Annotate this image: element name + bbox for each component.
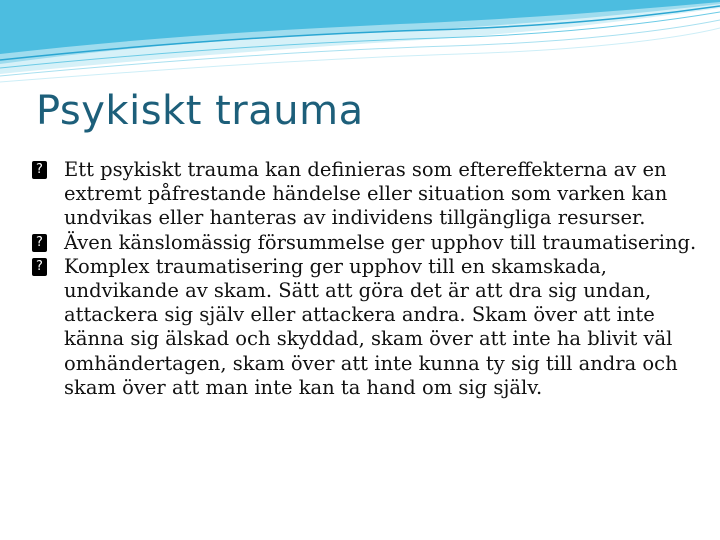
bullet-item [32,231,712,255]
missing-glyph-icon: ? [32,258,47,276]
missing-glyph-icon: ? [32,161,47,179]
decorative-wave-header [0,0,720,90]
missing-glyph-icon: ? [32,234,47,252]
bullet-text: Även känslomässig försummelse ger upphov till traumatisering. [64,230,697,254]
bullet-text: Komplex traumatisering ger upphov till en skamskada, undvikande av skam. Sätt att göra det är att dra sig undan, attackera sig själv eller attackera andra. Skam över att inte känna sig älskad och skyddad, skam över att inte ha blivit väl omhändertagen, skam över att inte kunna ty sig till andra och skam över att man inte kan ta hand om sig själv. [64,254,678,399]
bullet-list [32,158,712,400]
slide-title: Psykiskt trauma [36,88,364,134]
bullet-text: Ett psykiskt trauma kan definieras som eftereffekterna av en extremt påfrestande händelse eller situation som varken kan undvikas eller hanteras av individens tillgängliga resurser. [64,158,668,230]
bullet-item [32,255,712,400]
bullet-item [32,158,712,231]
